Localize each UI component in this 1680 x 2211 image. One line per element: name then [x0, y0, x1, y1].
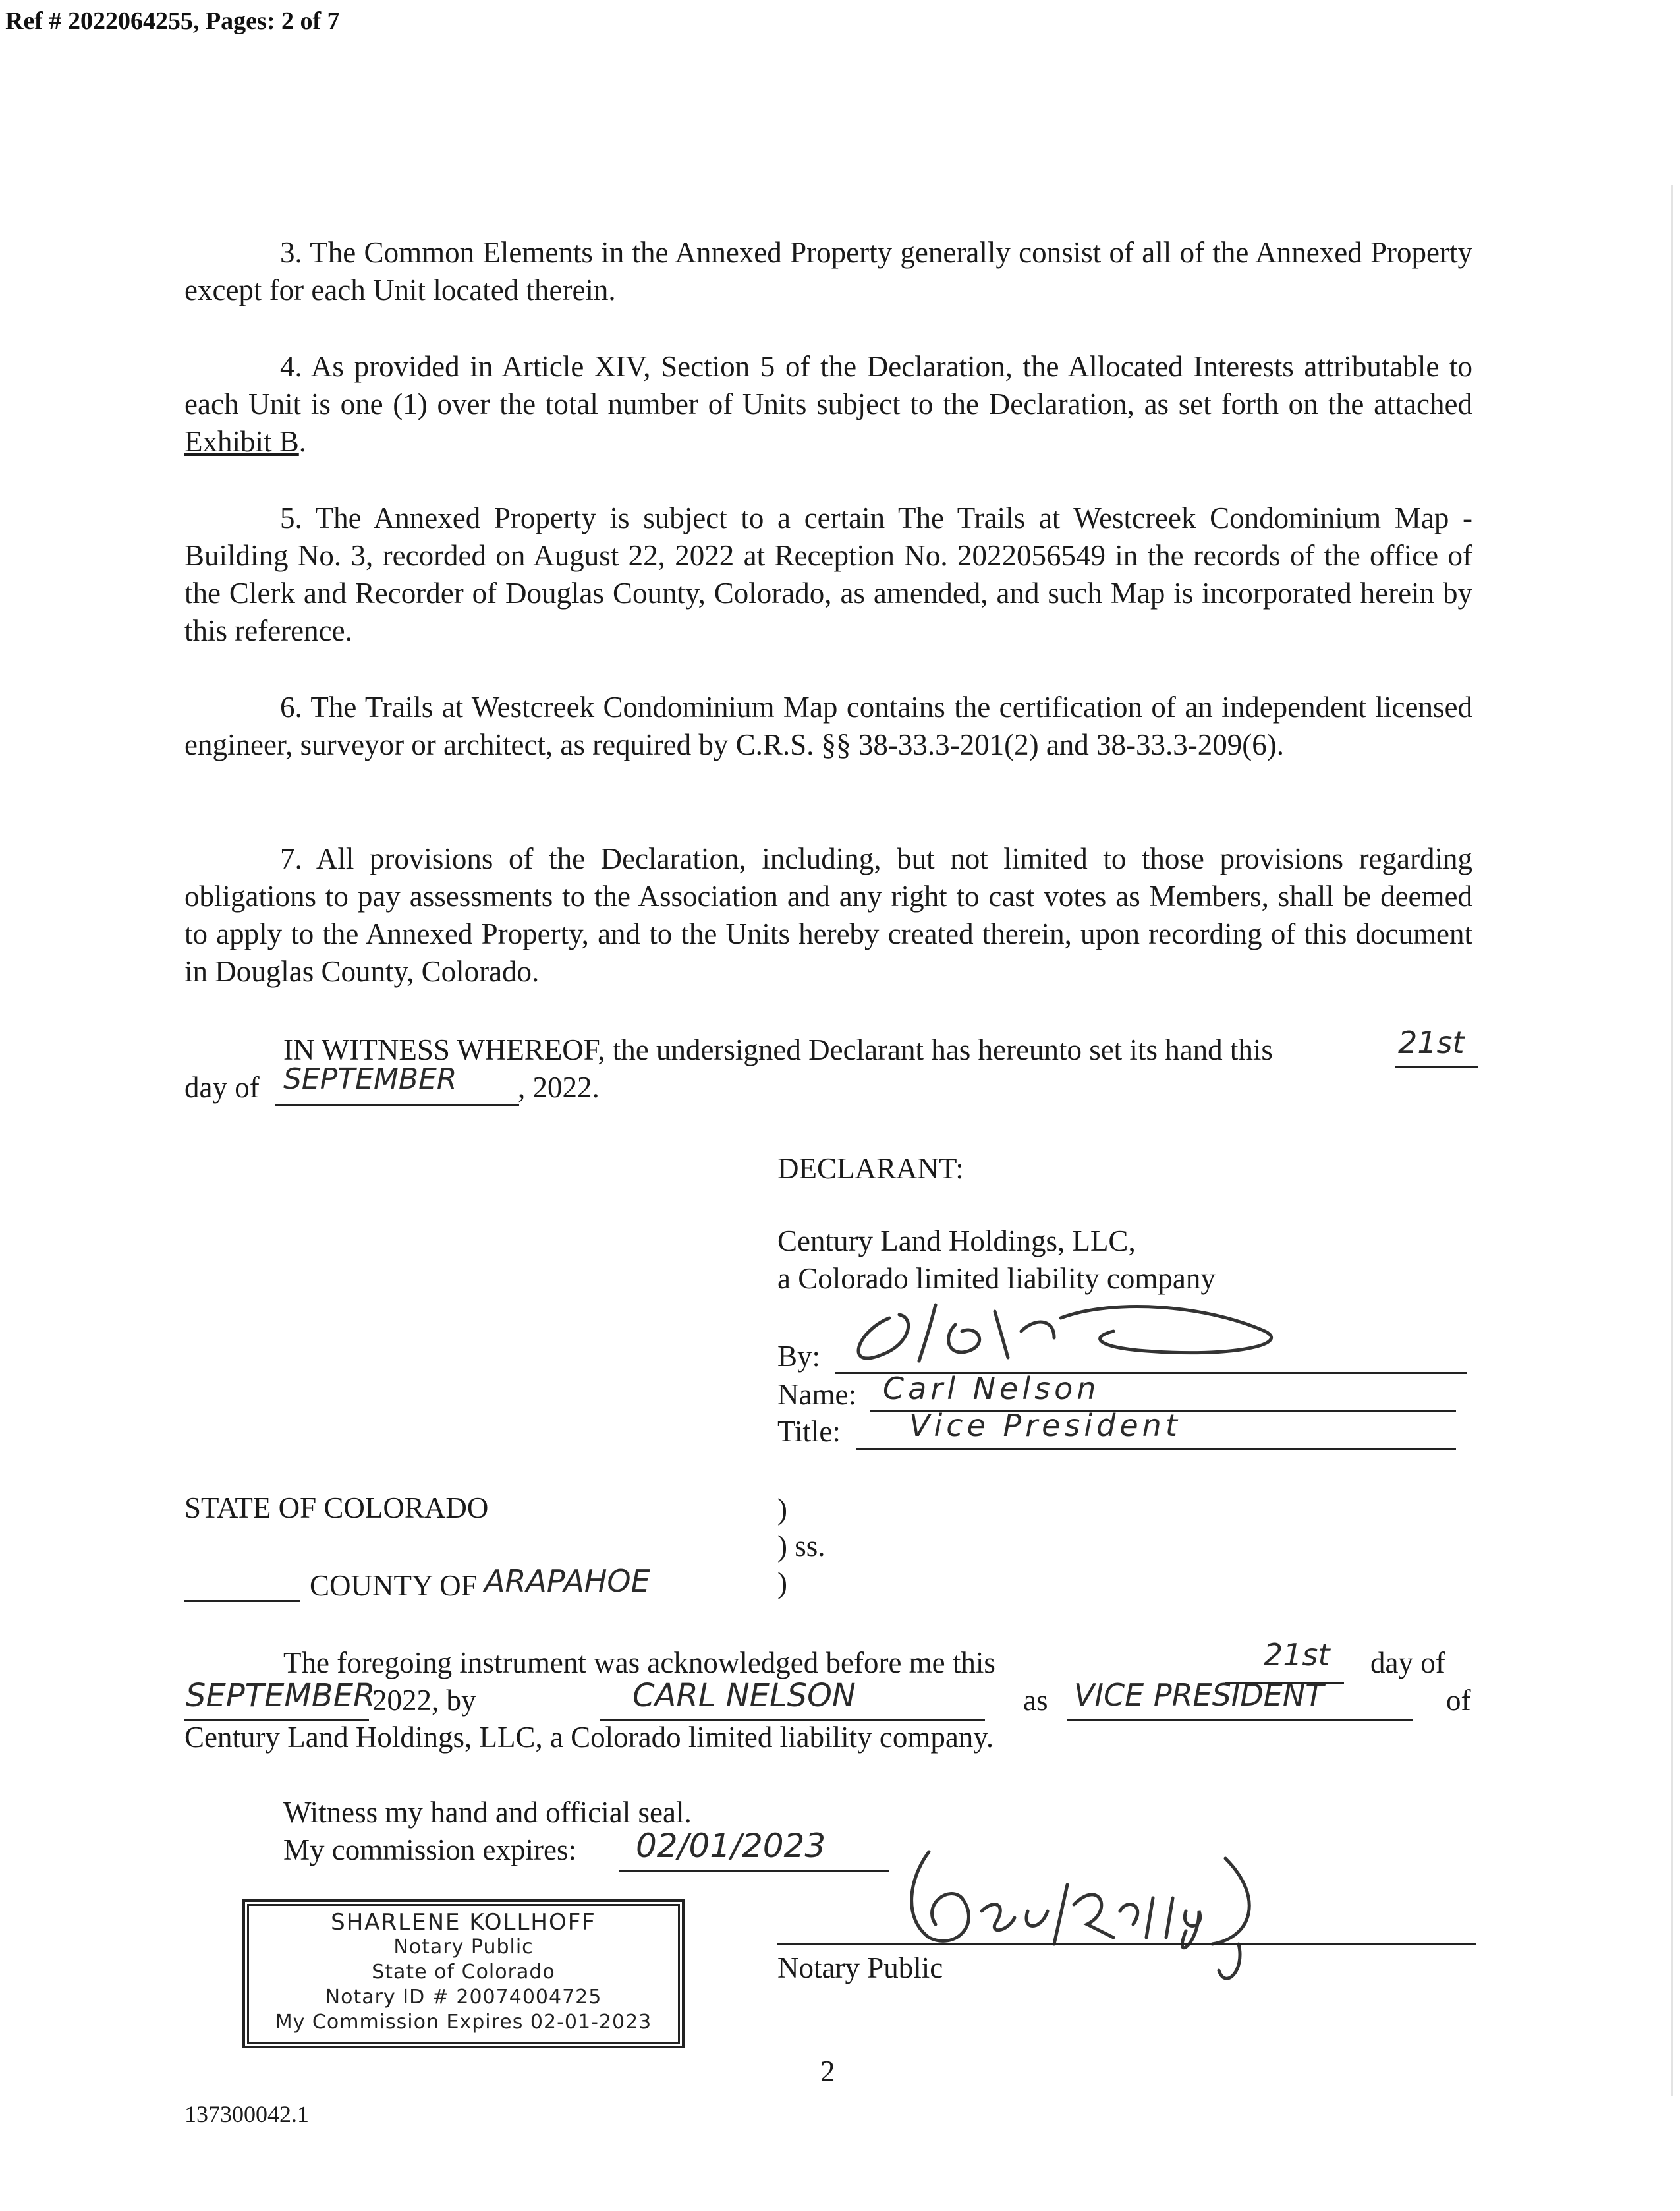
paragraph-4-end: . — [298, 425, 307, 458]
scan-edge-line — [1671, 185, 1673, 2096]
name-handwritten: Carl Nelson — [883, 1371, 1100, 1406]
venue-paren-1: ) — [777, 1493, 787, 1526]
stamp-line-4: My Commission Expires 02-01-2023 — [275, 2011, 652, 2034]
county-prefix-line — [184, 1600, 300, 1602]
name-label: Name: — [777, 1378, 856, 1411]
recording-reference: Ref # 2022064255, Pages: 2 of 7 — [5, 7, 340, 35]
ack-as-handwritten: VICE PRESIDENT — [1074, 1677, 1324, 1713]
declarant-signature — [837, 1292, 1311, 1377]
county-handwritten: ARAPAHOE — [484, 1563, 650, 1599]
witness-month-line — [275, 1104, 519, 1106]
stamp-name: SHARLENE KOLLHOFF — [331, 1909, 596, 1936]
paragraph-6 — [184, 689, 1472, 764]
paragraph-4 — [184, 348, 1472, 461]
notary-signature-line — [777, 1943, 1476, 1945]
ack-text-2: day of — [1370, 1646, 1445, 1679]
paragraph-5-text: 5. The Annexed Property is subject to a certain The Trails at Westcreek Condominium Map - Building No. 3, recorded on August 22, 2022 at Reception No. 2022056549 in the records of the office of the Clerk and Recorder of Douglas County, Colorado, as amended, and such Map is incorporated herein by this reference. — [184, 502, 1472, 647]
declarant-company: Century Land Holdings, LLC, — [777, 1224, 1136, 1257]
ack-month-handwritten: SEPTEMBER — [186, 1677, 376, 1714]
exhibit-b-reference: Exhibit B — [184, 425, 299, 458]
paragraph-3 — [184, 234, 1472, 309]
ack-text-5: of — [1446, 1684, 1471, 1717]
stamp-line-3: Notary ID # 20074004725 — [325, 1986, 602, 2009]
notary-public-label: Notary Public — [777, 1951, 943, 1984]
paragraph-6-text: 6. The Trails at Westcreek Condominium Map contains the certification of an independent licensed engineer, surveyor or architect, as required by C.R.S. §§ 38-33.3-201(2) and 38-33.3-209(6). — [184, 691, 1472, 761]
stamp-line-2: State of Colorado — [372, 1961, 555, 1984]
witness-year: , 2022. — [518, 1071, 600, 1104]
by-label: By: — [777, 1340, 821, 1373]
paragraph-5 — [184, 500, 1472, 650]
notary-expires-handwritten: 02/01/2023 — [636, 1827, 826, 1865]
title-line — [856, 1448, 1456, 1450]
ack-text-3: 2022, by — [372, 1684, 476, 1717]
notary-witness-line: Witness my hand and official seal. — [283, 1796, 692, 1829]
notary-expires-label: My commission expires: — [283, 1833, 576, 1866]
paragraph-7-text: 7. All provisions of the Declaration, including, but not limited to those provisions regarding obligations to pay assessments to the Association and any right to cast votes as Members, shall be deemed to apply to the Annexed Property, and to the Units hereby created therein, upon recording of this document in Douglas County, Colorado. — [184, 842, 1472, 988]
ack-text-1: The foregoing instrument was acknowledged before me this — [283, 1646, 995, 1679]
ack-as-line — [1067, 1719, 1413, 1721]
notary-stamp — [242, 1899, 685, 2048]
page-number: 2 — [820, 2055, 835, 2088]
paragraph-3-text: 3. The Common Elements in the Annexed Property generally consist of all of the Annexed Property except for each Unit located therein. — [184, 236, 1472, 306]
title-label: Title: — [777, 1415, 841, 1448]
venue-state: STATE OF COLORADO — [184, 1491, 489, 1524]
witness-clause: IN WITNESS WHEREOF, the undersigned Declarant has hereunto set its hand this — [283, 1033, 1273, 1066]
stamp-line-1: Notary Public — [393, 1936, 534, 1959]
county-label: COUNTY OF — [310, 1569, 478, 1602]
paragraph-7 — [184, 840, 1472, 991]
ack-day-handwritten: 21st — [1264, 1637, 1330, 1673]
witness-day-of: day of — [184, 1071, 260, 1104]
declarant-company-desc: a Colorado limited liability company — [777, 1262, 1216, 1295]
paragraph-4-text: 4. As provided in Article XIV, Section 5 of the Declaration, the Allocated Interests attributable to each Unit is one (1) over the total number of Units subject to the Declaration, as set forth on the attached — [184, 350, 1472, 420]
title-handwritten: Vice President — [909, 1408, 1181, 1443]
ack-by-handwritten: CARL NELSON — [632, 1677, 856, 1714]
witness-day-line — [1395, 1066, 1478, 1068]
venue-paren-2: ) ss. — [777, 1530, 826, 1563]
document-id: 137300042.1 — [184, 2101, 309, 2127]
ack-text-6: Century Land Holdings, LLC, a Colorado limited liability company. — [184, 1721, 994, 1754]
witness-month-handwritten: SEPTEMBER — [283, 1062, 457, 1096]
declarant-heading: DECLARANT: — [777, 1152, 964, 1185]
witness-day-handwritten: 21st — [1398, 1025, 1465, 1060]
ack-text-4: as — [1023, 1684, 1048, 1717]
venue-paren-3: ) — [777, 1566, 787, 1599]
